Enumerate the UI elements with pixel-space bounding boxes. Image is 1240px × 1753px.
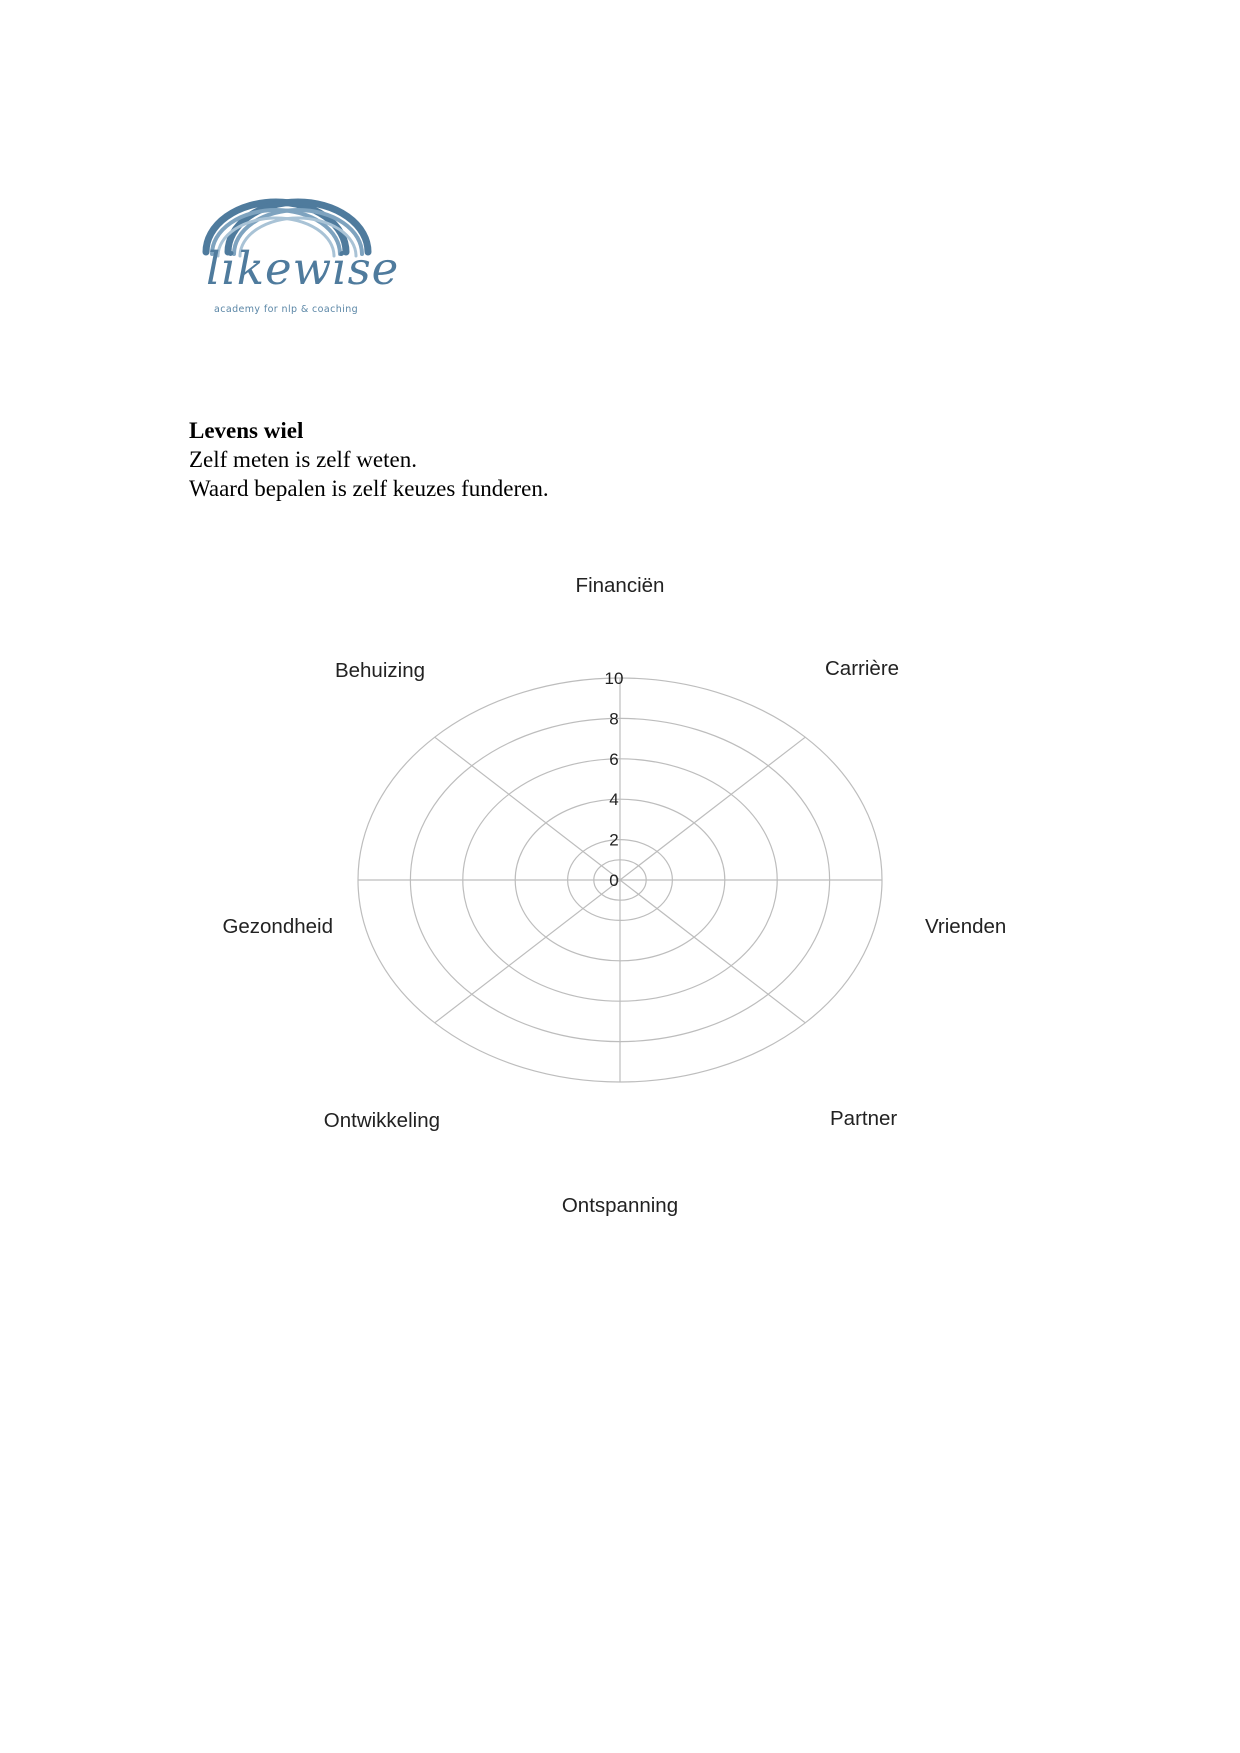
tick-label-0: 0 xyxy=(609,871,619,890)
tick-label-6: 6 xyxy=(609,749,619,769)
intro-line-2: Waard bepalen is zelf keuzes funderen. xyxy=(189,476,549,501)
category-label-8: Behuizing xyxy=(334,659,425,682)
category-label-4: Partner xyxy=(830,1107,898,1130)
category-label-1: Financiën xyxy=(575,574,665,597)
category-label-7: Gezondheid xyxy=(222,915,333,938)
spoke-2 xyxy=(620,737,805,880)
logo-tagline: academy for nlp & coaching xyxy=(214,304,359,315)
tick-label-2: 2 xyxy=(609,830,619,850)
category-label-3: Vrienden xyxy=(925,915,1007,938)
tick-label-4: 4 xyxy=(609,790,619,810)
tick-label-10: 10 xyxy=(604,669,624,688)
logo-wordmark: likewise xyxy=(206,242,400,295)
intro-line-1: Zelf meten is zelf weten. xyxy=(189,447,417,472)
intro-text xyxy=(189,416,549,503)
category-label-6: Ontwikkeling xyxy=(323,1109,440,1132)
spoke-4 xyxy=(620,880,805,1023)
tick-label-8: 8 xyxy=(609,709,619,729)
spoke-8 xyxy=(435,737,620,880)
category-label-2: Carrière xyxy=(825,657,900,680)
likewise-logo xyxy=(200,190,400,325)
life-wheel-chart xyxy=(0,574,1240,1217)
spoke-6 xyxy=(435,880,620,1023)
category-label-5: Ontspanning xyxy=(561,1194,679,1217)
page-title: Levens wiel xyxy=(189,418,304,443)
